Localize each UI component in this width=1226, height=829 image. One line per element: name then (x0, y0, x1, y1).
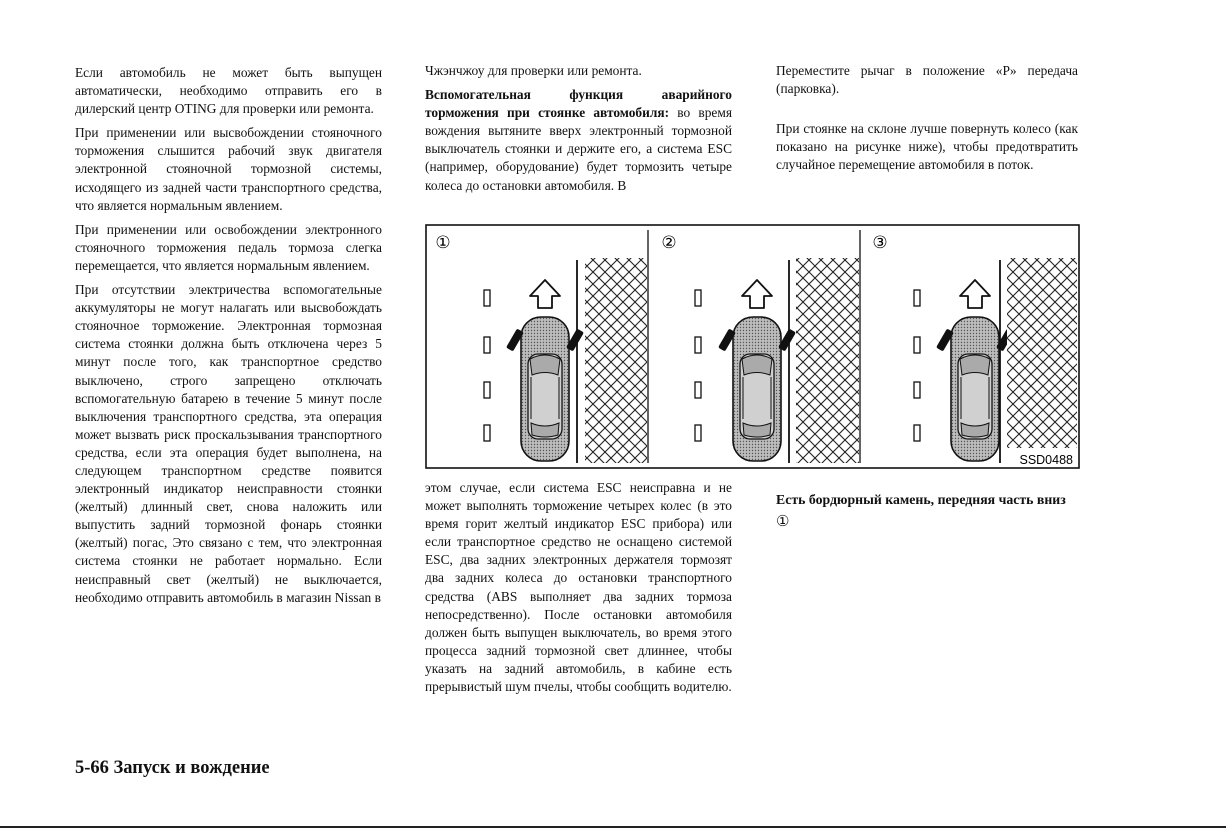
paragraph-emergency-brake (425, 86, 732, 195)
right-column-bottom (776, 489, 1078, 533)
panel-2-label: ② (661, 233, 677, 253)
curb-hatch (1007, 258, 1077, 448)
curb-section-heading: Есть бордюрный камень, передняя часть вниз (776, 492, 1066, 507)
curb-hatch (796, 258, 859, 463)
panel-1-label: ① (435, 233, 451, 253)
middle-column-bottom (425, 479, 732, 702)
paragraph-release-failure: Если автомобиль не может быть выпущен автоматически, необходимо отправить его в дилерский центр OTING для проверки или ремонта. (75, 65, 382, 117)
panel-3-label: ③ (872, 233, 888, 253)
paragraph-slope-parking: При стоянке на склоне лучше повернуть колесо (как показано на рисунке ниже), чтобы предотвратить случайное перемещение автомобиля в поток. (776, 121, 1078, 173)
page-footer-title: 5-66 Запуск и вождение (75, 758, 270, 778)
emergency-brake-heading: Вспомогательная функция аварийного торможения при стоянке автомобиля: (425, 87, 732, 121)
figure-illustration (425, 224, 1080, 469)
curb-hatch (585, 258, 647, 463)
paragraph-shift-park: Переместите рычаг в положение «P» передача (парковка). (776, 63, 1078, 97)
bottom-divider (0, 826, 1226, 828)
left-column (75, 64, 382, 613)
paragraph-repair: Чжэнчжоу для проверки или ремонта. (425, 63, 642, 78)
paragraph-operating-sound: При применении или высвобождении стояночного торможения слышится рабочий звук двигателя электронной стояночной тормозной системы, исходящего из задней части транспортного средства, что является нормальным явлением. (75, 125, 382, 213)
paragraph-battery-warning: При отсутствии электричества вспомогательные аккумуляторы не могут налагать или высвобождать стояночное торможение. Электронная тормозная система стоянки должна быть отключена через 5 минут после того, как транспортное средство выключено, строго запрещено отключать вспомогательную батарею в течение 5 минут после выключения транспортного средства, эта операция может вызвать риск проскальзывания транспортного средства, если эта операция будет выполнена, на следующем транспортном средстве появится электронный индикатор неисправности стоянки (желтый) длинный свет, снова наложить или выпустить задний тормозной фонарь стоянки (желтый) погас, Это связано с тем, что электронная система стоянки не работает нормально. Если неисправный свет (желтый) не выключается, необходимо отправить автомобиль в магазин Nissan в (75, 282, 382, 605)
parking-wheel-figure (425, 224, 1080, 469)
right-column-top (776, 62, 1078, 180)
paragraph-esc-failure: этом случае, если система ESC неисправна и не может выполнять торможение четырех колес (в это время горит желтый индикатор ESC прибора) или если транспортное средство не оснащено системой ESC, два задних электронных держателя тормозят два задних колеса до остановки транспортного средства (ABS выполняет два задних тормоза непосредственно). После остановки автомобиля должен быть выпущен выключатель, во время этого процесса задний тормозной свет длиннее, чтобы указать на задний автомобиль, в кабине есть прерывистый шум пчелы, чтобы сообщить водителю. (425, 480, 732, 695)
circled-marker-1: ① (776, 514, 790, 530)
middle-column-top (425, 62, 732, 201)
paragraph-pedal-movement: При применении или освобождении электронного стояночного торможения педаль тормоза слегка перемещается, что является нормальным явлением. (75, 221, 382, 273)
figure-code: SSD0488 (1019, 453, 1073, 467)
emergency-brake-text: во время вождения вытяните вверх электронный тормозной выключатель стоянки и держите его, а система ESC (например, оборудование) будет тормозить четыре колеса до остановки автомобиля. В (425, 105, 732, 193)
